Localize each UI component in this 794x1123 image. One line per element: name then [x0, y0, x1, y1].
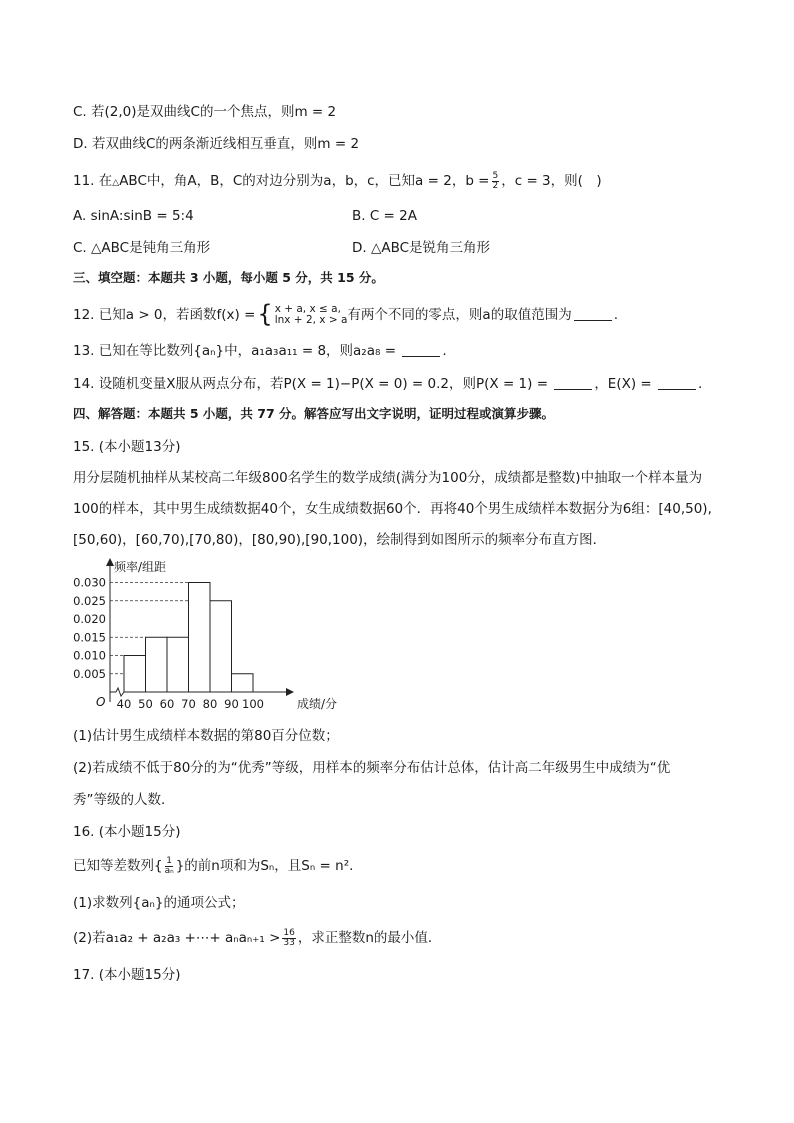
q11-option-a: A. sinA:sinB = 5:4 — [73, 208, 194, 224]
q10-option-c: C. 若(2,0)是双曲线C的一个焦点，则m = 2 — [73, 104, 337, 120]
y-tick-label: 0.010 — [73, 648, 106, 663]
fraction-1-over-an: $\frac{1}{\text{aₙ}}$ — [164, 855, 174, 876]
q15-part-2-line-1: (2)若成绩不低于80分的为“优秀”等级，用样本的频率分布估计总体，估计高二年级男生中成绩为“优 — [73, 760, 671, 776]
y-axis-arrow — [106, 558, 114, 566]
q15-part-2-line-2: 秀”等级的人数． — [73, 792, 175, 808]
x-tick-label: 100 — [242, 697, 264, 711]
x-tick-label: 70 — [181, 697, 196, 711]
q10-option-d: D. 若双曲线C的两条渐近线相互垂直，则m = 2 — [73, 136, 360, 152]
q15-heading: 15. (本小题13分) — [73, 439, 181, 455]
q14-stem: 14. 设随机变量X服从两点分布，若P(X = 1)−P(X = 0) = 0.2，则P(X = 1) = ，E(X) = . — [73, 376, 703, 392]
x-axis-arrow — [286, 688, 294, 696]
piecewise-cases: x + a, x ≤ a, lnx + 2, x > a — [274, 303, 348, 326]
y-axis-title: 频率/组距 — [114, 560, 167, 574]
frequency-histogram — [60, 556, 360, 716]
x-tick-label: 40 — [116, 697, 132, 711]
histogram-bar — [146, 637, 168, 692]
q16-stem: 已知等差数列{ $\frac{1}{\text{aₙ}}$ }的前n项和为Sₙ，且Sₙ = n². — [73, 855, 354, 876]
fraction-5-over-2: $\frac{5}{2}$ — [492, 170, 499, 191]
x-tick-label: 50 — [138, 697, 153, 711]
q11-option-c: C. △ABC是钝角三角形 — [73, 240, 211, 256]
section-3-heading: 三、填空题：本题共 3 小题，每小题 5 分，共 15 分。 — [73, 270, 384, 285]
x-tick-label: 60 — [159, 697, 175, 711]
answer-blank — [658, 375, 696, 390]
q15-text-line-1: 用分层随机抽样从某校高二年级800名学生的数学成绩(满分为100分，成绩都是整数)中抽取一个样本量为 — [73, 470, 703, 486]
histogram-bar — [232, 674, 254, 692]
x-axis-title: 成绩/分 — [297, 697, 338, 711]
q15-text-line-3: [50,60)，[60,70),[70,80)，[80,90),[90,100)，绘制得到如图所示的频率分布直方图． — [73, 532, 607, 548]
y-tick-label: 0.005 — [73, 666, 106, 681]
y-tick-label: 0.025 — [73, 593, 106, 608]
section-4-heading: 四、解答题：本题共 5 小题，共 77 分。解答应写出文字说明，证明过程或演算步骤。 — [73, 406, 555, 421]
answer-blank — [554, 375, 592, 390]
q16-part-1: (1)求数列{aₙ}的通项公式； — [73, 895, 245, 911]
q11-option-b: B. C = 2A — [352, 208, 417, 224]
histogram-bar — [124, 656, 146, 693]
answer-blank — [402, 342, 440, 357]
q15-text-line-2: 100的样本，其中男生成绩数据40个，女生成绩数据60个．再将40个男生成绩样本数据分为6组：[40,50), — [73, 501, 712, 517]
histogram-bar — [210, 601, 232, 692]
fraction-16-over-33: $\frac{16}{33}$ — [283, 927, 295, 948]
origin-label: O — [96, 695, 106, 709]
axis-break-mark — [116, 688, 124, 696]
q15-part-1: (1)估计男生成绩样本数据的第80百分位数； — [73, 728, 339, 744]
q16-part-2: (2)若a₁a₂ + a₂a₃ +⋯+ aₙaₙ₊₁ > $\frac{16}{33}$ ，求正整数n的最小值． — [73, 927, 442, 948]
q12-stem: 12. 已知a > 0，若函数f(x) ={ x + a, x ≤ a, lnx + 2, x > a 有两个不同的零点，则a的取值范围为 . — [73, 300, 619, 328]
y-tick-label: 0.030 — [73, 575, 106, 590]
histogram-bar — [189, 583, 211, 693]
y-tick-label: 0.015 — [73, 630, 106, 645]
x-tick-label: 80 — [202, 697, 218, 711]
y-tick-label: 0.020 — [73, 612, 106, 626]
answer-blank — [574, 306, 612, 321]
q13-stem: 13. 已知在等比数列{aₙ}中，a₁a₃a₁₁ = 8，则a₂a₈ = . — [73, 343, 447, 359]
q11-stem: 11. 在△ABC中，角A，B，C的对边分别为a，b，c，已知a = 2，b = $\frac{5}{2}$ ，c = 3，则( ) — [73, 170, 602, 191]
x-tick-label: 90 — [224, 697, 239, 711]
q11-option-d: D. △ABC是锐角三角形 — [352, 240, 491, 256]
q16-heading: 16. (本小题15分) — [73, 824, 181, 840]
histogram-bar — [167, 637, 189, 692]
q17-heading: 17. (本小题15分) — [73, 967, 181, 983]
